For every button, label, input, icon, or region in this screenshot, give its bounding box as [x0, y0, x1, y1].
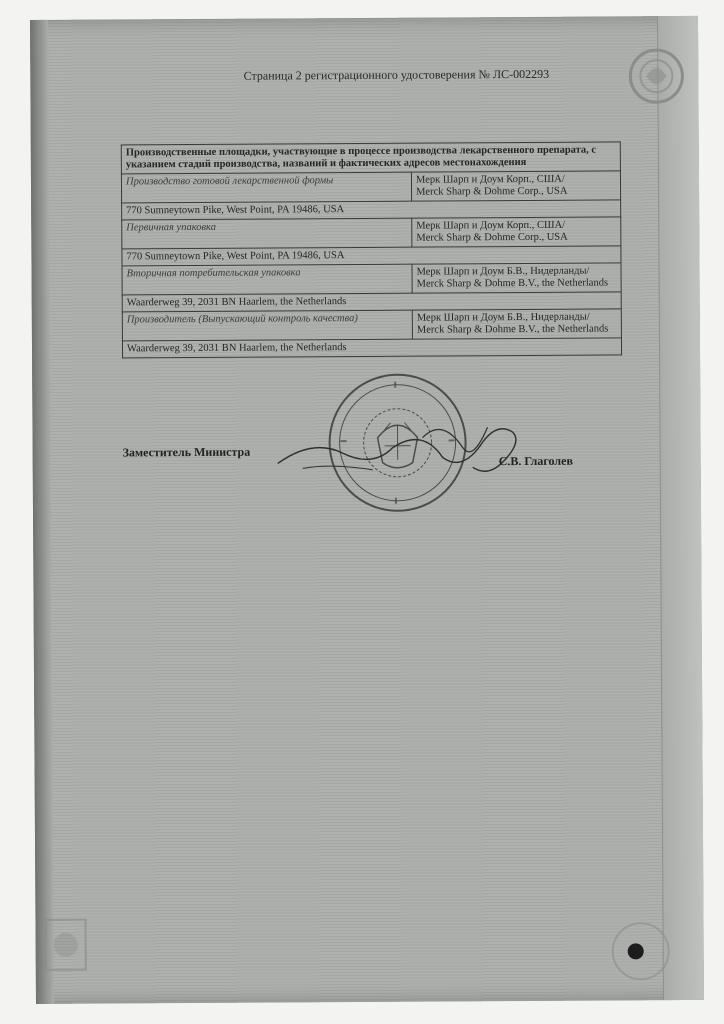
address-cell: 770 Sumneytown Pike, West Point, PA 19486, USA	[122, 246, 621, 266]
signature-icon	[272, 407, 542, 489]
stage-cell: Первичная упаковка	[122, 218, 412, 249]
production-sites-table	[121, 141, 622, 358]
manufacturer-cell	[412, 217, 621, 247]
manufacturer-ru: Мерк Шарп и Доум Б.В., Нидерланды/	[416, 311, 590, 324]
manufacturer-en: Merck Sharp & Dohme B.V., the Netherlands	[416, 277, 609, 290]
stage-cell: Производитель (Выпускающий контроль качества)	[122, 310, 412, 341]
table-row	[122, 217, 621, 249]
stage-cell: Вторичная потребительская упаковка	[122, 264, 412, 295]
table-row	[122, 263, 621, 295]
address-cell: 770 Sumneytown Pike, West Point, PA 19486, USA	[122, 200, 621, 220]
table-row	[121, 171, 620, 203]
stage-cell: Производство готовой лекарственной формы	[121, 172, 411, 203]
signature-label: Заместитель Министра	[122, 444, 251, 460]
punch-hole-icon	[628, 943, 644, 959]
emblem-icon	[35, 910, 95, 980]
table-row	[122, 338, 621, 358]
manufacturer-ru: Мерк Шарп и Доум Корп., США/	[415, 173, 565, 186]
document-page	[30, 16, 704, 1004]
scan-edge-left	[30, 20, 54, 1004]
page-title: Страница 2 регистрационного удостоверения № ЛС-002293	[243, 66, 550, 83]
address-cell: Waarderweg 39, 2031 BN Haarlem, the Netherlands	[122, 292, 621, 312]
manufacturer-ru: Мерк Шарп и Доум Корп., США/	[416, 219, 566, 232]
manufacturer-en: Merck Sharp & Dohme B.V., the Netherlands	[416, 323, 609, 336]
manufacturer-ru: Мерк Шарп и Доум Б.В., Нидерланды/	[416, 265, 590, 278]
signer-name: С.В. Глаголев	[498, 453, 573, 469]
manufacturer-cell	[412, 263, 621, 293]
scan-edge-right	[657, 16, 704, 1000]
table-header: Производственные площадки, участвующие в процессе производства лекарственного препарата, с указанием стадий производства, названий и фактических адресов местонахождения	[121, 142, 620, 174]
manufacturer-en: Merck Sharp & Dohme Corp., USA	[416, 231, 568, 244]
table-row	[122, 309, 621, 341]
emblem-icon	[626, 46, 686, 106]
manufacturer-cell	[411, 171, 620, 201]
manufacturer-cell	[412, 309, 621, 339]
manufacturer-en: Merck Sharp & Dohme Corp., USA	[416, 185, 568, 198]
table-header-row	[121, 142, 620, 174]
address-cell: Waarderweg 39, 2031 BN Haarlem, the Netherlands	[122, 338, 621, 358]
